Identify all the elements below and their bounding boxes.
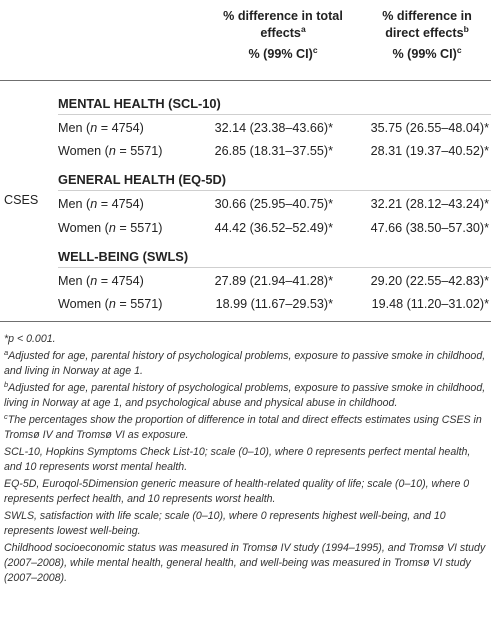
cell-direct: 35.75 (26.55–48.04)*: [370, 121, 489, 135]
bottom-rule: [0, 321, 491, 322]
header-rule: [0, 80, 491, 81]
row-label-prefix: Men (: [58, 197, 91, 211]
cell-total: 27.89 (21.94–41.28)*: [214, 274, 333, 288]
row-label-prefix: Women (: [58, 221, 109, 235]
cell-direct: 29.20 (22.55–42.83)*: [370, 274, 489, 288]
row-label-women: [58, 296, 162, 312]
footnote-swls: SWLS, satisfaction with life scale; scale (0–10), where 0 represents highest well-being, and 10 represents lowest well-being.: [4, 510, 446, 537]
row-label-suffix: = 4754): [97, 197, 144, 211]
row-label-men: [58, 196, 144, 212]
row-label-suffix: = 4754): [97, 274, 144, 288]
footnote-c-text: The percentages show the proportion of difference in total and direct effects estimates using CSES in Tromsø IV and Tromsø VI as exposure.: [4, 414, 482, 441]
cell-total: 18.99 (11.67–29.53)*: [215, 297, 333, 311]
footnote-b-marker: b: [4, 380, 9, 389]
footnote-c-marker: c: [4, 412, 8, 421]
section-title-mental-health: MENTAL HEALTH (SCL-10): [58, 96, 221, 111]
footnote-scl10: SCL-10, Hopkins Symptoms Check List-10; scale (0–10), where 0 represents perfect mental health, and 10 represents worst mental health.: [4, 446, 471, 473]
cell-total: 26.85 (18.31–37.55)*: [214, 144, 333, 158]
row-label-women: [58, 143, 162, 159]
section-divider: [58, 114, 491, 115]
row-label-n: n: [108, 221, 116, 235]
row-label-suffix: = 5571): [115, 144, 163, 158]
row-label-women: [58, 220, 162, 236]
stub-label-cses: CSES: [4, 193, 39, 207]
row-label-prefix: Men (: [58, 121, 91, 135]
row-label-men: [58, 120, 144, 136]
row-label-men: [58, 273, 144, 289]
footnote-a-text: Adjusted for age, parental history of psychological problems, exposure to passive smoke in childhood, and living in Norway at age 1.: [4, 350, 486, 377]
cell-direct: 32.21 (28.12–43.24)*: [370, 197, 489, 211]
row-label-n: n: [108, 144, 116, 158]
row-label-n: n: [90, 121, 98, 135]
cell-total: 32.14 (23.38–43.66)*: [214, 121, 333, 135]
row-label-n: n: [108, 297, 116, 311]
cell-direct: 19.48 (11.20–31.02)*: [371, 297, 489, 311]
header-direct-ci-sup: c: [456, 45, 462, 55]
header-total-line1: % difference in total: [223, 9, 343, 23]
cell-direct: 47.66 (38.50–57.30)*: [370, 221, 489, 235]
footnote-a: [4, 349, 488, 379]
header-total-ci-sup: c: [312, 45, 318, 55]
row-label-n: n: [90, 197, 98, 211]
footnote-p-value: *p < 0.001.: [4, 333, 56, 345]
footnote-c: [4, 413, 488, 443]
header-direct-ci: % (99% CI): [392, 47, 457, 61]
footnote-b: [4, 381, 488, 411]
row-label-suffix: = 5571): [115, 221, 163, 235]
cell-direct: 28.31 (19.37–40.52)*: [370, 144, 489, 158]
header-direct-line2: direct effects: [385, 26, 464, 40]
header-total-effects: [213, 8, 353, 63]
header-direct-line1: % difference in: [382, 9, 472, 23]
cell-total: 44.42 (36.52–52.49)*: [214, 221, 333, 235]
header-total-ci: % (99% CI): [248, 47, 313, 61]
footnote-eq5d: EQ-5D, Euroqol-5Dimension generic measure of health-related quality of life; scale (0–10), where 0 represents perfect health, and 10 represents worst health.: [4, 478, 470, 505]
cell-total: 30.66 (25.95–40.75)*: [214, 197, 333, 211]
header-direct-effects: [368, 8, 486, 63]
row-label-suffix: = 5571): [115, 297, 163, 311]
header-total-sup: a: [300, 24, 306, 34]
table-footnotes: [4, 332, 488, 588]
footnote-b-text: Adjusted for age, parental history of psychological problems, exposure to passive smoke in childhood, living in Norway at age 1, and psychological abuse and physical abuse in childhood.: [4, 382, 486, 409]
section-divider: [58, 267, 491, 268]
footnote-cses: Childhood socioeconomic status was measured in Tromsø IV study (1994–1995), and Tromsø VI study (2007–2008), while mental health, general health, and well-being was measured in Tromsø VI study (2007–2008).: [4, 542, 486, 584]
row-label-prefix: Women (: [58, 297, 109, 311]
row-label-prefix: Women (: [58, 144, 109, 158]
section-title-general-health: GENERAL HEALTH (EQ-5D): [58, 172, 227, 187]
row-label-prefix: Men (: [58, 274, 91, 288]
section-title-well-being: WELL-BEING (SWLS): [58, 249, 189, 264]
section-divider: [58, 190, 491, 191]
footnote-a-marker: a: [4, 348, 9, 357]
row-label-suffix: = 4754): [97, 121, 144, 135]
header-direct-sup: b: [463, 24, 469, 34]
header-total-line2: effects: [260, 26, 301, 40]
row-label-n: n: [90, 274, 98, 288]
